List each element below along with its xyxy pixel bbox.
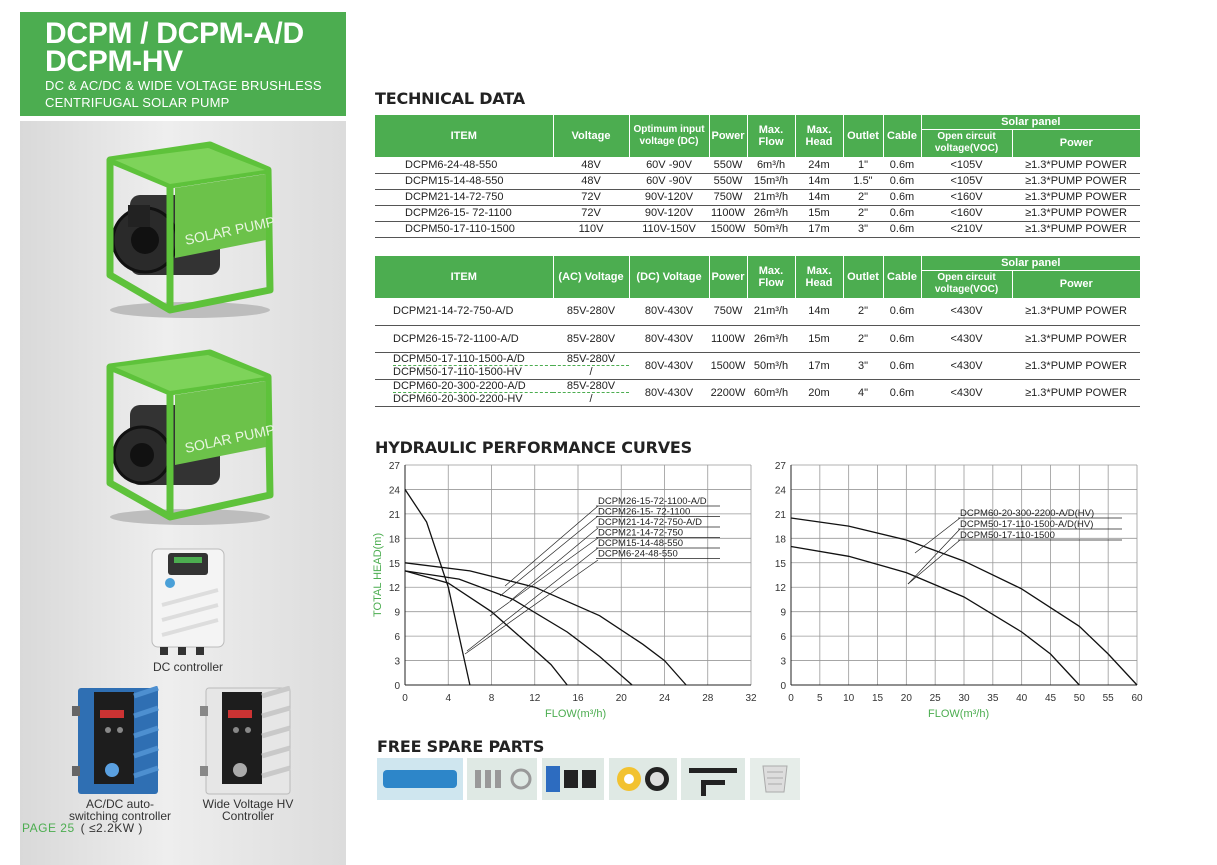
header2-max-flow-line1: Max. <box>758 265 784 277</box>
cell-power: 1500W <box>709 352 747 379</box>
table-row <box>375 189 1140 205</box>
curves-heading: HYDRAULIC PERFORMANCE CURVES <box>375 438 692 457</box>
subtitle-line-1: DC & AC/DC & WIDE VOLTAGE BRUSHLESS <box>45 78 322 93</box>
cell-outlet: 3" <box>843 221 883 237</box>
cell-cable: 0.6m <box>883 205 921 221</box>
x-tick-label: 5 <box>817 693 823 704</box>
cell-ac-voltage-line-1: 85V-280V <box>553 380 629 393</box>
cell-solar-power: ≥1.3*PUMP POWER <box>1012 379 1140 406</box>
cell-cable: 0.6m <box>883 352 921 379</box>
x-tick-label: 30 <box>958 693 970 704</box>
cell-optimum-voltage: 60V -90V <box>629 157 709 173</box>
x-tick-label: 0 <box>402 693 408 704</box>
acdc-controller-caption-2: switching controller <box>68 809 172 823</box>
cell-power: 1100W <box>709 325 747 352</box>
cell-solar-power: ≥1.3*PUMP POWER <box>1012 157 1140 173</box>
legend-label: DCPM26-15- 72-1100 <box>598 506 691 518</box>
cell-outlet: 2" <box>843 325 883 352</box>
title-line-2: DCPM-HV <box>45 45 183 78</box>
cell-ac-voltage-line-2: / <box>589 366 593 378</box>
cell-cable: 0.6m <box>883 173 921 189</box>
acdc-controller-image <box>72 686 164 798</box>
cell-max-head: 20m <box>795 379 843 406</box>
cell-item <box>375 298 553 325</box>
cell-solar-power: ≥1.3*PUMP POWER <box>1012 189 1140 205</box>
solar-pump-image-2 <box>90 345 280 525</box>
cell-item-line-2: DCPM50-17-110-1500-HV <box>393 366 522 378</box>
y-tick-label: 12 <box>774 583 786 595</box>
header-optimum-voltage-line1: Optimum input <box>633 124 705 135</box>
cell-solar-power: ≥1.3*PUMP POWER <box>1012 221 1140 237</box>
cell-ac-voltage <box>553 352 629 379</box>
cell-max-head: 17m <box>795 352 843 379</box>
cell-max-head: 24m <box>795 157 843 173</box>
x-tick-label: 20 <box>900 693 912 704</box>
cell-voltage: 48V <box>553 157 629 173</box>
tape-icon <box>609 758 677 800</box>
cell-solar-power: ≥1.3*PUMP POWER <box>1012 173 1140 189</box>
cell-outlet: 2" <box>843 298 883 325</box>
cell-voltage: 72V <box>553 189 629 205</box>
cell-voltage: 72V <box>553 205 629 221</box>
cell-power: 1500W <box>710 223 746 235</box>
leader-line <box>500 516 598 596</box>
x-tick-label: 4 <box>445 693 452 704</box>
table-row <box>375 173 1140 189</box>
x-tick-label: 60 <box>1131 693 1143 704</box>
cell-voc: <430V <box>921 379 1012 406</box>
cell-voc: <160V <box>921 189 1012 205</box>
y-tick-label: 18 <box>388 534 400 546</box>
header-outlet: Outlet <box>843 115 883 157</box>
x-tick-label: 8 <box>488 693 495 704</box>
cell-item: DCPM21-14-72-750 <box>375 189 553 205</box>
x-tick-label: 12 <box>529 693 541 704</box>
leader-line <box>490 538 598 616</box>
cell-solar-power: ≥1.3*PUMP POWER <box>1012 205 1140 221</box>
pump-label-2: SOLAR PUMP <box>183 421 277 456</box>
cell-item-line-2: DCPM60-20-300-2200-HV <box>393 393 523 405</box>
cell-cable: 0.6m <box>883 298 921 325</box>
y-tick-label: 3 <box>394 656 400 668</box>
header-voc <box>921 129 1012 157</box>
cell-ac-voltage-line-1: 85V-280V <box>566 305 616 318</box>
header2-max-flow-line2: Flow <box>758 277 784 289</box>
title-box <box>20 12 346 116</box>
cell-ac-voltage-line-1: 85V-280V <box>566 332 616 345</box>
cell-max-flow: 26m³/h <box>747 205 795 221</box>
cell-max-flow: 60m³/h <box>747 379 795 406</box>
y-tick-label: 15 <box>774 558 786 570</box>
x-tick-label: 10 <box>843 693 855 704</box>
cell-dc-voltage: 80V-430V <box>629 379 709 406</box>
table-row <box>375 325 1140 352</box>
y-tick-label: 0 <box>780 681 786 692</box>
cell-max-head: 14m <box>795 189 843 205</box>
cell-dc-voltage: 80V-430V <box>629 298 709 325</box>
cell-ac-voltage <box>553 298 629 325</box>
header2-item: ITEM <box>375 256 553 298</box>
cell-voc: <430V <box>921 298 1012 325</box>
cell-item-line-1: DCPM60-20-300-2200-A/D <box>393 380 553 393</box>
cell-outlet: 4" <box>843 379 883 406</box>
legend-label: DCPM50-17-110-1500-A/D(HV) <box>960 519 1094 530</box>
cell-voc: <105V <box>921 157 1012 173</box>
cell-solar-power: ≥1.3*PUMP POWER <box>1012 298 1140 325</box>
legend-label: DCPM15-14-48-550 <box>598 538 684 549</box>
header2-solar-panel: Solar panel <box>921 256 1140 270</box>
technical-data-heading: TECHNICAL DATA <box>375 89 525 108</box>
y-tick-label: 6 <box>394 632 400 644</box>
header-cable: Cable <box>883 115 921 157</box>
y-tick-label: 9 <box>394 607 400 619</box>
power-range: ( ≤2.2KW ) <box>80 821 143 835</box>
x-tick-label: 55 <box>1102 693 1114 704</box>
strainer-icon <box>750 758 800 800</box>
header-voc-line2: voltage(VOC) <box>934 143 999 155</box>
header-solar-panel: Solar panel <box>921 115 1140 129</box>
cell-item-line-1: DCPM26-15-72-1100-A/D <box>393 332 519 345</box>
cell-item: DCPM26-15- 72-1100 <box>375 205 553 221</box>
cell-item <box>375 352 553 379</box>
cell-max-head: 17m <box>795 221 843 237</box>
chart1-xlabel: FLOW(m³/h) <box>545 708 607 720</box>
header-solar-power: Power <box>1012 129 1140 157</box>
cell-outlet: 2" <box>843 189 883 205</box>
cell-voc: <160V <box>921 205 1012 221</box>
hv-controller-caption-2: Controller <box>221 809 275 823</box>
page-number-text: PAGE 25 <box>22 821 75 835</box>
cell-solar-power: ≥1.3*PUMP POWER <box>1012 325 1140 352</box>
header2-max-head <box>795 256 843 298</box>
cell-cable: 0.6m <box>883 379 921 406</box>
header-optimum-voltage <box>629 115 709 157</box>
y-tick-label: 27 <box>388 461 400 472</box>
cell-outlet: 1.5" <box>843 173 883 189</box>
cell-max-flow: 6m³/h <box>747 157 795 173</box>
cell-max-flow: 15m³/h <box>747 173 795 189</box>
cell-max-head: 14m <box>795 298 843 325</box>
cell-item <box>375 379 553 406</box>
header2-max-head-line2: Head <box>805 277 833 289</box>
header-voc-line1: Open circuit <box>937 131 996 143</box>
table-row <box>375 157 1140 173</box>
table-row <box>375 352 1140 379</box>
dc-controller-caption: DC controller <box>152 660 224 674</box>
cell-ac-voltage-line-2: / <box>589 393 593 405</box>
cell-voc: <105V <box>921 173 1012 189</box>
spare-parts-heading: FREE SPARE PARTS <box>377 737 545 756</box>
cell-optimum-voltage: 110V-150V <box>629 221 709 237</box>
legend-label: DCPM60-20-300-2200-A/D(HV) <box>960 508 1095 519</box>
cell-cable: 0.6m <box>883 189 921 205</box>
x-tick-label: 20 <box>615 693 627 704</box>
cell-item <box>375 325 553 352</box>
table-row <box>375 205 1140 221</box>
header-max-head-line1: Max. <box>806 124 832 136</box>
dc-controller-image <box>148 545 228 657</box>
cell-power: 550W <box>709 157 747 173</box>
table-row <box>375 379 1140 406</box>
cell-ac-voltage-line-1: 85V-280V <box>553 353 629 366</box>
header-optimum-voltage-line2: voltage (DC) <box>639 136 699 147</box>
cell-max-flow: 21m³/h <box>747 298 795 325</box>
cell-ac-voltage <box>553 379 629 406</box>
cell-item: DCPM50-17-110-1500 <box>375 221 553 237</box>
cell-outlet: 3" <box>843 352 883 379</box>
y-tick-label: 27 <box>774 461 786 472</box>
x-tick-label: 50 <box>1073 693 1085 704</box>
y-tick-label: 6 <box>780 632 786 644</box>
series-line <box>405 563 686 685</box>
cell-optimum-voltage: 60V -90V <box>629 173 709 189</box>
cell-max-flow: 26m³/h <box>747 325 795 352</box>
cell-item: DCPM6-24-48-550 <box>375 157 553 173</box>
x-tick-label: 25 <box>929 693 941 704</box>
x-tick-label: 45 <box>1044 693 1057 704</box>
fittings-icon <box>467 758 537 800</box>
cell-cable: 0.6m <box>883 221 921 237</box>
cell-dc-voltage: 80V-430V <box>629 352 709 379</box>
dc-spec-table <box>375 115 1140 238</box>
legend-label: DCPM21-14-72-750 <box>598 527 684 539</box>
performance-chart-dc <box>360 456 760 706</box>
wrench-icon <box>681 758 745 800</box>
acdc-controller-caption-1: AC/DC auto- <box>85 797 155 811</box>
header2-max-flow <box>747 256 795 298</box>
cell-power: 550W <box>709 173 747 189</box>
table-row <box>375 221 1140 237</box>
y-tick-label: 9 <box>780 607 786 619</box>
cell-max-head: 15m <box>795 325 843 352</box>
header2-outlet: Outlet <box>843 256 883 298</box>
x-tick-label: 28 <box>702 693 714 704</box>
x-tick-label: 16 <box>572 693 584 704</box>
header2-voc <box>921 270 1012 298</box>
cell-max-flow: 21m³/h <box>747 189 795 205</box>
y-tick-label: 24 <box>388 485 400 497</box>
header2-ac-voltage: (AC) Voltage <box>553 256 629 298</box>
cell-cable: 0.6m <box>883 325 921 352</box>
y-tick-label: 21 <box>774 509 786 521</box>
cell-item-line-1: DCPM50-17-110-1500-A/D <box>393 353 553 366</box>
cell-solar-power: ≥1.3*PUMP POWER <box>1012 352 1140 379</box>
header-power: Power <box>709 115 747 157</box>
solar-pump-image <box>90 140 280 320</box>
hv-controller-caption-1: Wide Voltage HV <box>202 797 294 811</box>
pump-label: SOLAR PUMP <box>183 213 277 248</box>
performance-chart-acdc <box>760 456 1155 706</box>
blue-hose-icon <box>377 758 463 800</box>
x-tick-label: 24 <box>658 693 671 704</box>
y-tick-label: 21 <box>388 509 400 521</box>
cell-optimum-voltage: 90V-120V <box>629 205 709 221</box>
cell-ac-voltage <box>553 325 629 352</box>
y-tick-label: 24 <box>774 485 786 497</box>
cell-voltage: 48V <box>553 173 629 189</box>
cell-max-flow: 50m³/h <box>747 221 795 237</box>
x-tick-label: 15 <box>871 693 884 704</box>
cell-voc: <210V <box>921 221 1012 237</box>
cell-voc: <430V <box>921 352 1012 379</box>
header-max-flow <box>747 115 795 157</box>
header2-power: Power <box>709 256 747 298</box>
header-max-flow-line2: Flow <box>758 136 784 148</box>
header2-voc-line2: voltage(VOC) <box>934 284 999 296</box>
header-voltage: Voltage <box>553 115 629 157</box>
leader-line <box>915 518 960 553</box>
x-tick-label: 32 <box>745 693 757 704</box>
cell-max-head: 15m <box>795 205 843 221</box>
cell-outlet: 1" <box>843 157 883 173</box>
cell-cable: 0.6m <box>883 157 921 173</box>
header-max-head-line2: Head <box>805 136 833 148</box>
header2-solar-power: Power <box>1012 270 1140 298</box>
cell-outlet: 2" <box>843 205 883 221</box>
header2-voc-line1: Open circuit <box>937 272 996 284</box>
title-line-1: DCPM / DCPM-A/D <box>45 17 304 50</box>
legend-label: DCPM21-14-72-750-A/D <box>598 517 703 528</box>
leader-line <box>908 540 960 584</box>
chart2-xlabel: FLOW(m³/h) <box>928 708 990 720</box>
y-tick-label: 3 <box>780 656 786 668</box>
subtitle-line-2: CENTRIFUGAL SOLAR PUMP <box>45 95 230 110</box>
legend-label: DCPM26-15-72-1100-A/D <box>598 496 707 507</box>
acdc-spec-table <box>375 256 1140 407</box>
x-tick-label: 0 <box>788 693 794 704</box>
page-number <box>22 821 143 835</box>
table-row <box>375 298 1140 325</box>
cell-max-flow: 50m³/h <box>747 352 795 379</box>
cell-power: 1100W <box>710 207 746 219</box>
cell-optimum-voltage: 90V-120V <box>629 189 709 205</box>
x-tick-label: 40 <box>1016 693 1028 704</box>
cell-item-line-1: DCPM21-14-72-750-A/D <box>393 305 514 318</box>
series-line <box>405 571 632 685</box>
cell-item: DCPM15-14-48-550 <box>375 173 553 189</box>
y-tick-label: 18 <box>774 534 786 546</box>
cell-voltage: 110V <box>553 221 629 237</box>
hv-controller-image <box>200 686 295 798</box>
cell-max-head: 14m <box>795 173 843 189</box>
header-item: ITEM <box>375 115 553 157</box>
header2-cable: Cable <box>883 256 921 298</box>
y-tick-label: 0 <box>394 681 400 692</box>
header-max-flow-line1: Max. <box>758 124 784 136</box>
leader-line <box>505 506 598 586</box>
series-line <box>405 571 567 685</box>
header2-dc-voltage: (DC) Voltage <box>629 256 709 298</box>
cell-power: 750W <box>709 298 747 325</box>
cell-voc: <430V <box>921 325 1012 352</box>
cell-power: 2200W <box>709 379 747 406</box>
cell-power: 750W <box>709 189 747 205</box>
chart1-ylabel: TOTAL HEAD(m) <box>372 532 384 618</box>
y-tick-label: 15 <box>388 558 400 570</box>
leader-line <box>510 528 598 601</box>
connectors-icon <box>542 758 604 800</box>
legend-label: DCPM6-24-48-550 <box>598 548 678 560</box>
x-tick-label: 35 <box>987 693 999 704</box>
y-tick-label: 12 <box>388 583 400 595</box>
cell-dc-voltage: 80V-430V <box>629 325 709 352</box>
legend-label: DCPM50-17-110-1500 <box>960 530 1055 541</box>
header-max-head <box>795 115 843 157</box>
header2-max-head-line1: Max. <box>806 265 832 277</box>
